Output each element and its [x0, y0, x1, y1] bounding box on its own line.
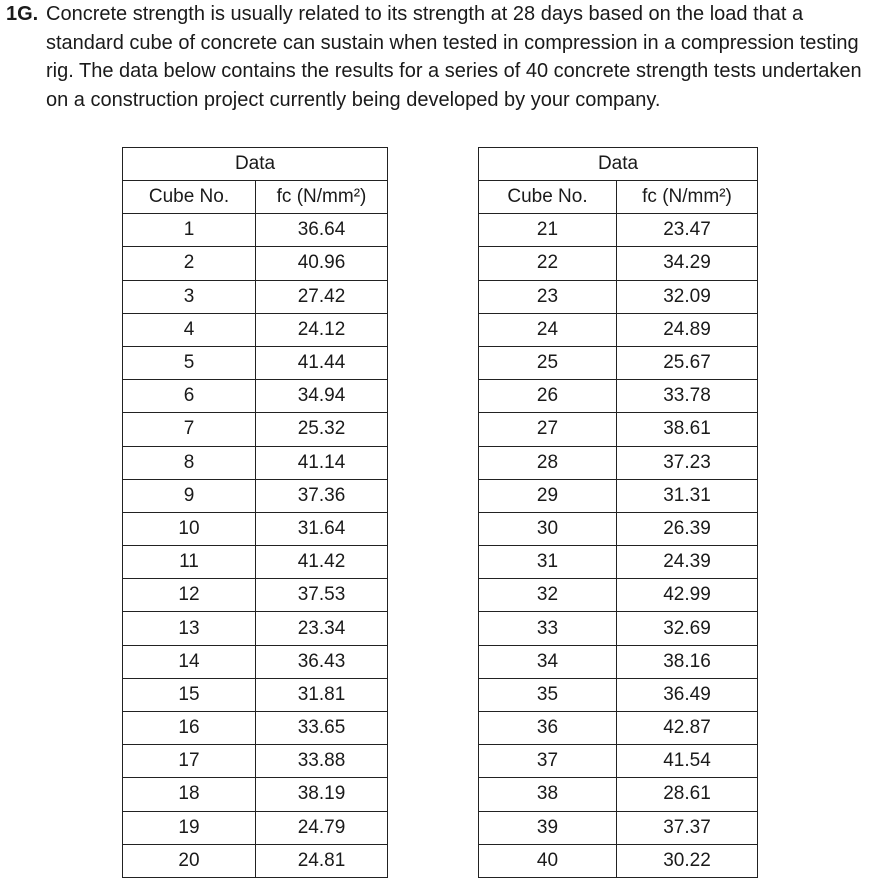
table-row: [479, 479, 758, 512]
cube-number-cell: 19: [123, 811, 256, 844]
cube-number-cell: 23: [479, 280, 617, 313]
cube-number-cell: 30: [479, 512, 617, 545]
fc-value-cell: 41.42: [256, 546, 388, 579]
cube-number-cell: 11: [123, 546, 256, 579]
fc-value-cell: 41.14: [256, 446, 388, 479]
cube-number-cell: 5: [123, 346, 256, 379]
cube-number-cell: 33: [479, 612, 617, 645]
cube-number-cell: 12: [123, 579, 256, 612]
table-row: [123, 380, 388, 413]
fc-value-cell: 38.19: [256, 778, 388, 811]
fc-value-cell: 30.22: [617, 844, 758, 877]
table-row: [123, 678, 388, 711]
column-header-fc: fc (N/mm²): [617, 181, 758, 214]
table-row: [123, 645, 388, 678]
cube-number-cell: 22: [479, 247, 617, 280]
fc-value-cell: 23.34: [256, 612, 388, 645]
table-row: [123, 579, 388, 612]
cube-number-cell: 34: [479, 645, 617, 678]
cube-number-cell: 31: [479, 546, 617, 579]
data-table-left: [122, 147, 388, 878]
fc-value-cell: 24.12: [256, 313, 388, 346]
cube-number-cell: 27: [479, 413, 617, 446]
table-row: [123, 546, 388, 579]
fc-value-cell: 24.89: [617, 313, 758, 346]
fc-value-cell: 36.49: [617, 678, 758, 711]
table-body: [123, 214, 388, 878]
fc-value-cell: 32.09: [617, 280, 758, 313]
fc-value-cell: 33.78: [617, 380, 758, 413]
question-number: 1G.: [6, 3, 39, 25]
cube-number-cell: 16: [123, 712, 256, 745]
cube-number-cell: 29: [479, 479, 617, 512]
fc-value-cell: 24.39: [617, 546, 758, 579]
cube-number-cell: 9: [123, 479, 256, 512]
table-caption: Data: [123, 148, 388, 181]
fc-value-cell: 34.29: [617, 247, 758, 280]
table-row: [123, 313, 388, 346]
fc-value-cell: 38.16: [617, 645, 758, 678]
table-body: [479, 214, 758, 878]
column-header-cube-no: Cube No.: [479, 181, 617, 214]
cube-number-cell: 25: [479, 346, 617, 379]
fc-value-cell: 37.36: [256, 479, 388, 512]
cube-number-cell: 40: [479, 844, 617, 877]
fc-value-cell: 41.54: [617, 745, 758, 778]
table-row: [123, 413, 388, 446]
table-row: [479, 712, 758, 745]
table-row: [479, 745, 758, 778]
fc-value-cell: 34.94: [256, 380, 388, 413]
fc-value-cell: 31.64: [256, 512, 388, 545]
fc-value-cell: 27.42: [256, 280, 388, 313]
table-row: [123, 811, 388, 844]
table-row: [479, 380, 758, 413]
table-row: [123, 247, 388, 280]
table-row: [479, 247, 758, 280]
fc-value-cell: 26.39: [617, 512, 758, 545]
table-row: [123, 778, 388, 811]
table-row: [479, 280, 758, 313]
fc-value-cell: 24.81: [256, 844, 388, 877]
fc-value-cell: 38.61: [617, 413, 758, 446]
cube-number-cell: 28: [479, 446, 617, 479]
fc-value-cell: 42.99: [617, 579, 758, 612]
cube-number-cell: 14: [123, 645, 256, 678]
table-row: [479, 546, 758, 579]
cube-number-cell: 24: [479, 313, 617, 346]
fc-value-cell: 23.47: [617, 214, 758, 247]
column-header-cube-no: Cube No.: [123, 181, 256, 214]
table-row: [123, 712, 388, 745]
fc-value-cell: 41.44: [256, 346, 388, 379]
table-row: [123, 479, 388, 512]
cube-number-cell: 4: [123, 313, 256, 346]
table-row: [479, 778, 758, 811]
fc-value-cell: 25.32: [256, 413, 388, 446]
fc-value-cell: 37.23: [617, 446, 758, 479]
cube-number-cell: 2: [123, 247, 256, 280]
column-header-fc: fc (N/mm²): [256, 181, 388, 214]
cube-number-cell: 7: [123, 413, 256, 446]
table-row: [479, 446, 758, 479]
cube-number-cell: 35: [479, 678, 617, 711]
table-row: [123, 446, 388, 479]
fc-value-cell: 24.79: [256, 811, 388, 844]
cube-number-cell: 1: [123, 214, 256, 247]
table-row: [123, 346, 388, 379]
cube-number-cell: 18: [123, 778, 256, 811]
table-caption: Data: [479, 148, 758, 181]
fc-value-cell: 33.65: [256, 712, 388, 745]
question-block: [6, 0, 876, 114]
fc-value-cell: 37.37: [617, 811, 758, 844]
fc-value-cell: 36.64: [256, 214, 388, 247]
fc-value-cell: 40.96: [256, 247, 388, 280]
fc-value-cell: 28.61: [617, 778, 758, 811]
table-row: [479, 313, 758, 346]
cube-number-cell: 6: [123, 380, 256, 413]
cube-number-cell: 39: [479, 811, 617, 844]
fc-value-cell: 25.67: [617, 346, 758, 379]
data-table-right: [478, 147, 758, 878]
table-row: [479, 512, 758, 545]
table-row: [123, 844, 388, 877]
cube-number-cell: 32: [479, 579, 617, 612]
table-row: [479, 346, 758, 379]
table-row: [123, 280, 388, 313]
table-row: [479, 579, 758, 612]
table-row: [479, 844, 758, 877]
fc-value-cell: 36.43: [256, 645, 388, 678]
table-row: [479, 214, 758, 247]
cube-number-cell: 37: [479, 745, 617, 778]
cube-number-cell: 38: [479, 778, 617, 811]
cube-number-cell: 15: [123, 678, 256, 711]
table-row: [479, 645, 758, 678]
cube-number-cell: 36: [479, 712, 617, 745]
cube-number-cell: 20: [123, 844, 256, 877]
table-row: [123, 612, 388, 645]
cube-number-cell: 8: [123, 446, 256, 479]
table-row: [123, 214, 388, 247]
fc-value-cell: 42.87: [617, 712, 758, 745]
cube-number-cell: 3: [123, 280, 256, 313]
question-text: Concrete strength is usually related to its strength at 28 days based on the load that a standard cube of concrete can sustain when tested in compression in a compression testing rig. The data below contains the results for a series of 40 concrete strength tests undertaken on a construction project currently being developed by your company.: [46, 3, 862, 111]
cube-number-cell: 21: [479, 214, 617, 247]
fc-value-cell: 31.81: [256, 678, 388, 711]
cube-number-cell: 13: [123, 612, 256, 645]
table-row: [479, 678, 758, 711]
fc-value-cell: 31.31: [617, 479, 758, 512]
cube-number-cell: 17: [123, 745, 256, 778]
table-row: [479, 413, 758, 446]
cube-number-cell: 10: [123, 512, 256, 545]
fc-value-cell: 32.69: [617, 612, 758, 645]
fc-value-cell: 33.88: [256, 745, 388, 778]
table-row: [479, 811, 758, 844]
cube-number-cell: 26: [479, 380, 617, 413]
table-row: [123, 512, 388, 545]
table-row: [123, 745, 388, 778]
table-row: [479, 612, 758, 645]
fc-value-cell: 37.53: [256, 579, 388, 612]
